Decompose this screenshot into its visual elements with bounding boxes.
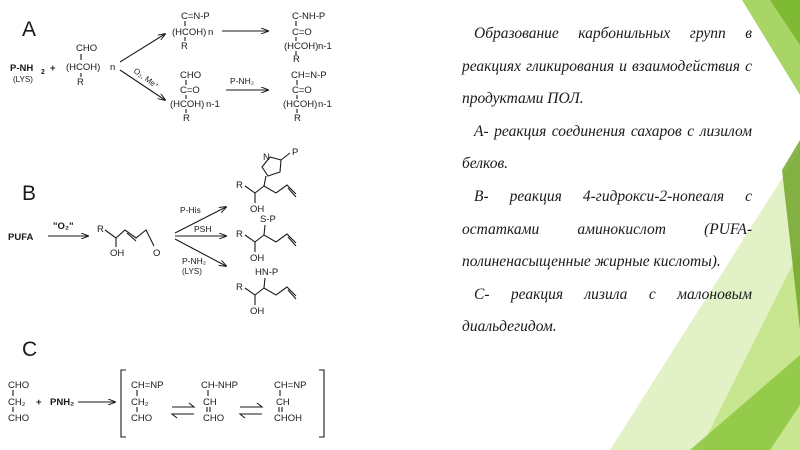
- lysine-amine: P-NH: [10, 63, 34, 74]
- nh-adduct-oh: OH: [250, 306, 265, 317]
- form2-line-1: CH-NHP: [201, 380, 238, 391]
- bottom-reagent: P-NH₂: [230, 76, 255, 86]
- amadori-subscript: n-1: [318, 41, 332, 52]
- bracket-left: [121, 370, 126, 437]
- section-label-b: B: [22, 182, 37, 205]
- hne-chain: [105, 230, 154, 246]
- plus-sign: +: [50, 63, 56, 74]
- bracket-right: [319, 370, 324, 437]
- description-heading: Образование карбонильных групп в реакциях гликирования и взаимодействия с продуктами ПОЛ.: [462, 25, 752, 108]
- dicarbonyl-line-2: C=O: [180, 85, 200, 96]
- sugar-line-2: (HCOH): [66, 62, 101, 73]
- description-point-a: А- реакция соединения сахаров с лизилом белков.: [462, 122, 752, 173]
- his-adduct-chain: [245, 185, 296, 194]
- dicarbonyl-line-3: (HCOH): [170, 99, 205, 110]
- his-reagent: P-His: [180, 205, 201, 215]
- form2-line-3: CHO: [203, 413, 225, 424]
- nh-adduct-hnp: HN-P: [255, 267, 279, 278]
- schiff-base-subscript: n: [208, 27, 214, 38]
- nh-adduct-r: R: [236, 282, 243, 293]
- schiff-base-line-3: R: [181, 41, 188, 52]
- psh-adduct-s-bond: [264, 225, 265, 235]
- hne-oh: OH: [110, 248, 125, 259]
- form1-line-3: CHO: [131, 413, 153, 424]
- form1-line-2: CH₂: [131, 397, 149, 408]
- amadori-line-2: C=O: [292, 27, 312, 38]
- description-point-c: С- реакция лизила с малоновым диальдегидом.: [462, 285, 752, 336]
- dicarbonyl-line-1: CHO: [180, 70, 202, 81]
- psh-adduct-chain: [245, 234, 296, 243]
- mda-line-2: CH₂: [8, 397, 26, 408]
- form3-line-1: CH=NP: [274, 380, 307, 391]
- psh-adduct-sp: S-P: [260, 214, 276, 225]
- imine-line-2: C=O: [292, 85, 312, 96]
- dicarbonyl-line-4: R: [183, 113, 190, 124]
- oxidation-reagent: O₂, Me⁺: [131, 66, 161, 91]
- form3-line-3: CHOH: [274, 413, 302, 424]
- schiff-base-line-2: (HCOH): [172, 27, 207, 38]
- sugar-line-1: CHO: [76, 43, 98, 54]
- his-adduct-r: R: [236, 180, 243, 191]
- lys-label: (LYS): [13, 75, 33, 84]
- imine-line-3: (HCOH): [283, 99, 318, 110]
- amadori-line-1: C-NH-P: [292, 11, 326, 22]
- sugar-subscript: n: [110, 62, 116, 73]
- equilibrium-1: [172, 403, 194, 418]
- psh-reagent: PSH: [194, 224, 212, 234]
- arrow-a-up: [120, 34, 165, 62]
- hne-o: O: [153, 248, 161, 259]
- psh-adduct-oh: OH: [250, 253, 265, 264]
- amine-c: PNH₂: [50, 397, 75, 408]
- sugar-line-3: R: [77, 77, 84, 88]
- imidazole-p-bond: [281, 153, 290, 160]
- mda-line-3: CHO: [8, 413, 30, 424]
- lys-reagent-label: (LYS): [182, 267, 202, 276]
- imine-line-4: R: [294, 113, 301, 124]
- form3-line-2: CH: [276, 397, 290, 408]
- hne-r: R: [97, 224, 104, 235]
- his-adduct-n: N: [263, 152, 270, 163]
- his-adduct-n-bond: [264, 176, 266, 186]
- nh-adduct-chain: [245, 287, 296, 296]
- plus-sign-c: +: [36, 397, 42, 408]
- his-adduct-oh: OH: [250, 204, 265, 215]
- section-label-c: C: [22, 338, 38, 361]
- imine-line-1: CH=N-P: [291, 70, 327, 81]
- psh-adduct-r: R: [236, 229, 243, 240]
- form1-line-1: CH=NP: [131, 380, 164, 391]
- lysine-amine-subscript: 2: [41, 69, 45, 76]
- description-panel: [462, 18, 752, 344]
- amadori-line-4: R: [293, 54, 300, 65]
- equilibrium-2: [240, 403, 262, 418]
- nh-adduct-n-bond: [264, 278, 265, 288]
- pufa-label: PUFA: [8, 232, 34, 243]
- mda-line-1: CHO: [8, 380, 30, 391]
- his-adduct-p: P: [292, 147, 299, 158]
- schiff-base-line-1: C=N-P: [181, 11, 210, 22]
- imine-subscript: n-1: [318, 99, 332, 110]
- section-label-a: A: [22, 18, 37, 41]
- oxygen-reagent: "O₂": [53, 221, 74, 232]
- description-point-b: В- реакция 4-гидрокси-2-ноneаля с остатками аминокислот (PUFA-полиненасыщенные жирные кислоты).: [462, 187, 752, 271]
- lys-amine-reagent: P-NH₂: [182, 256, 207, 266]
- form2-line-2: CH: [203, 397, 217, 408]
- dicarbonyl-subscript: n-1: [206, 99, 220, 110]
- amadori-line-3: (HCOH): [284, 41, 319, 52]
